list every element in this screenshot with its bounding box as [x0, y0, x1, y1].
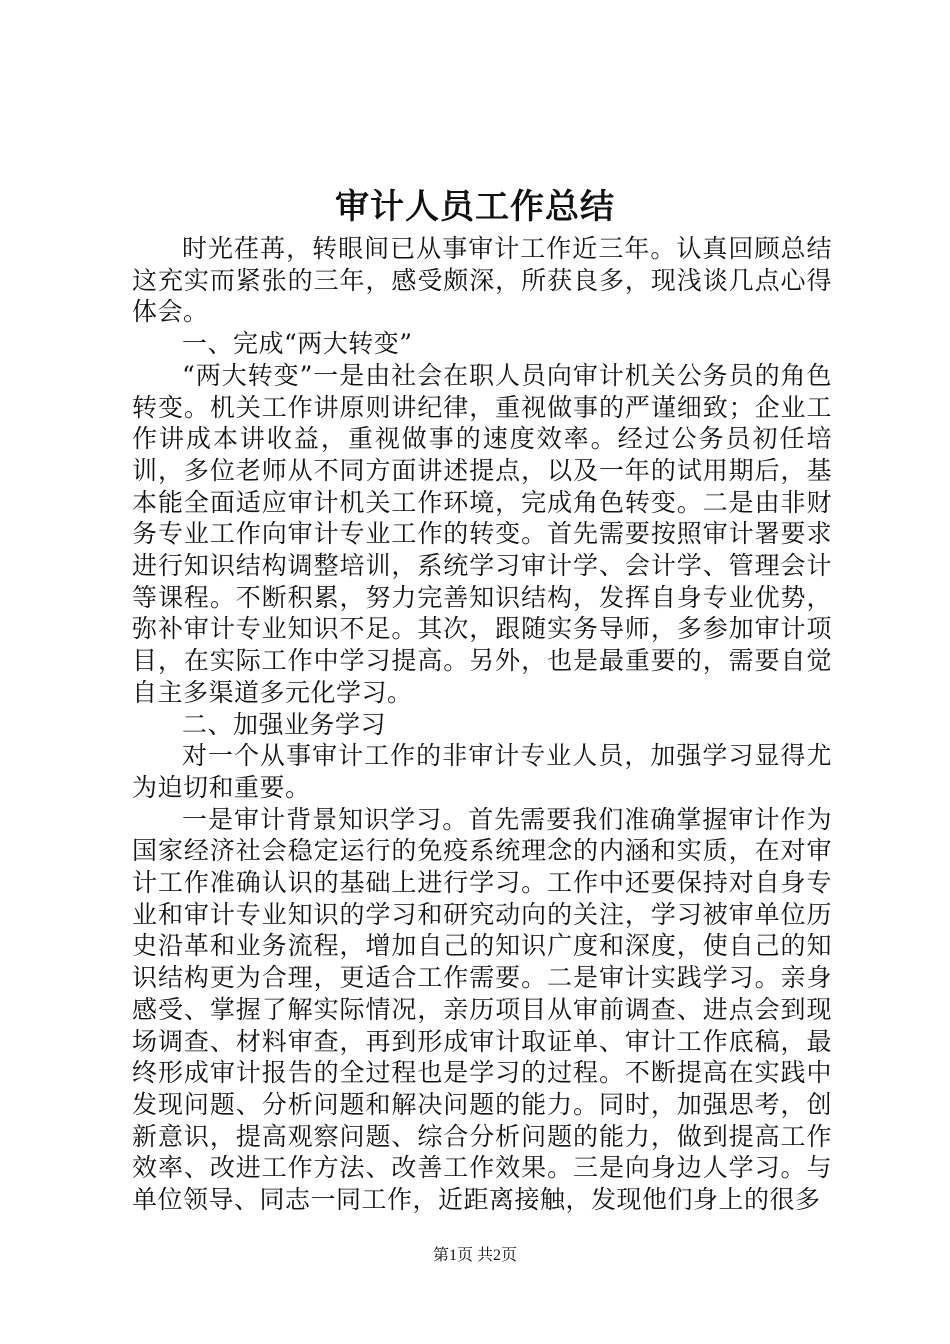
paragraph-learning-details: 一是审计背景知识学习。首先需要我们准确掌握审计作为国家经济社会稳定运行的免疫系统理念的内涵和实质，在对审计工作准确认识的基础上进行学习。工作中还要保持对自身专业和审计专业知识的学习和研究动向的关注，学习被审单位历史沿革和业务流程，增加自己的知识广度和深度，使自己的知识结构更为合理，更适合工作需要。二是审计实践学习。亲身感受、掌握了解实际情况，亲历项目从审前调查、进点会到现场调查、材料审查，再到形成审计取证单、审计工作底稿，最终形成审计报告的全过程也是学习的过程。不断提高在实践中发现问题、分析问题和解决问题的能力。同时，加强思考，创新意识，提高观察问题、综合分析问题的能力，做到提高工作效率、改进工作方法、改善工作效果。三是向身边人学习。与单位领导、同志一同工作，近距离接触，发现他们身上的很多 [132, 804, 832, 1215]
document-title: 审计人员工作总结 [335, 187, 615, 227]
paragraph-intro: 时光荏苒，转眼间已从事审计工作近三年。认真回顾总结这充实而紧张的三年，感受颇深，所获良多，现浅谈几点心得体会。 [132, 234, 832, 327]
section-heading-2: 二、加强业务学习 [182, 709, 387, 739]
page-number-footer: 第1页 共2页 [432, 1247, 517, 1264]
document-body [132, 233, 832, 1216]
paragraph-learning-importance: 对一个从事审计工作的非审计专业人员，加强学习显得尤为迫切和重要。 [132, 741, 832, 802]
section-heading-1: 一、完成“两大转变” [182, 329, 413, 359]
paragraph-two-transformations: “两大转变”一是由社会在职人员向审计机关公务员的角色转变。机关工作讲原则讲纪律，重视做事的严谨细致；企业工作讲成本讲收益，重视做事的速度效率。经过公务员初任培训，多位老师从不同方面讲述提点，以及一年的试用期后，基本能全面适应审计机关工作环境，完成角色转变。二是由非财务专业工作向审计专业工作的转变。首先需要按照审计署要求进行知识结构调整培训，系统学习审计学、会计学、管理会计等课程。不断积累，努力完善知识结构，发挥自身专业优势，弥补审计专业知识不足。其次，跟随实务导师，多参加审计项目，在实际工作中学习提高。另外，也是最重要的，需要自觉自主多渠道多元化学习。 [132, 360, 832, 707]
